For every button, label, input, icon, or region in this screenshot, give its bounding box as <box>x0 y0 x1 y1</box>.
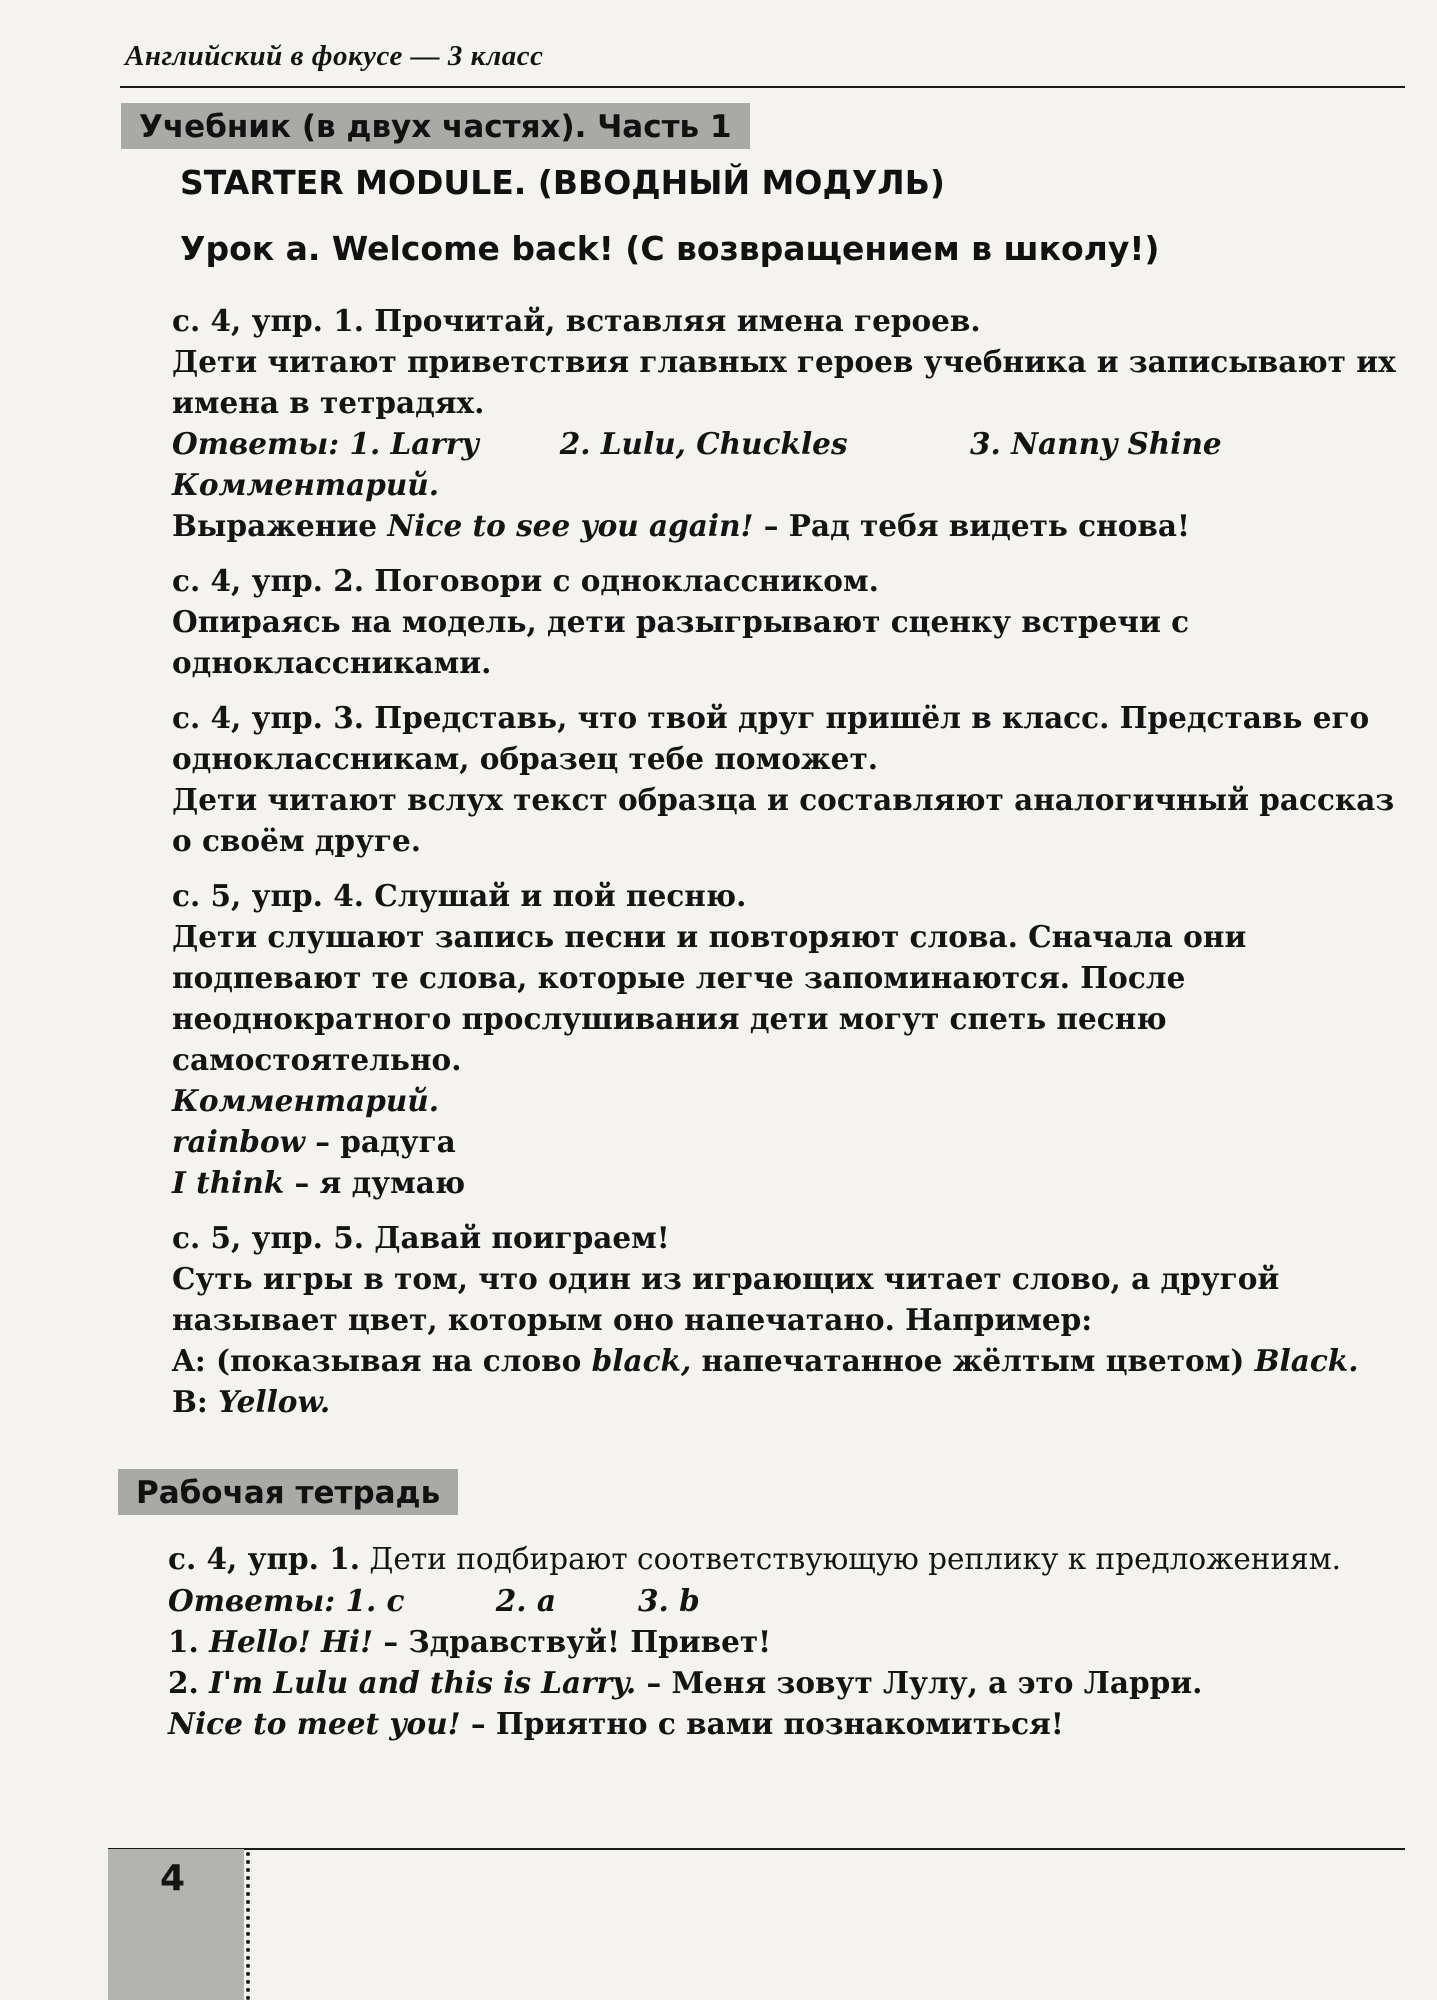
exercise-heading: с. 4, упр. 3. Представь, что твой друг пришёл в класс. Представь его одноклассникам, образец тебе поможет. <box>172 700 1370 776</box>
exercise-text: Опираясь на модель, дети разыгрывают сценку встречи с одноклассниками. <box>172 604 1190 680</box>
phrase-number: 2. <box>168 1665 210 1700</box>
exercise-text: Дети читают приветствия главных героев учебника и записывают их имена в тетрадях. <box>172 344 1396 420</box>
lesson-title: Урок a. Welcome back! (С возвращением в школу!) <box>180 229 1160 268</box>
running-head: Английский в фокусе — 3 класс <box>125 40 544 72</box>
section-band-textbook: Учебник (в двух частях). Часть 1 <box>121 103 750 149</box>
dialog-line-b <box>172 1381 1402 1422</box>
phrase-line <box>168 1621 1398 1662</box>
dialog-line-a <box>172 1340 1402 1381</box>
exercise-text: Дети подбирают соответствующую реплику к предложениям. <box>360 1542 1342 1576</box>
comment-label: Комментарий. <box>172 467 439 502</box>
answer: 1. Larry <box>349 426 479 461</box>
answer: 3. b <box>638 1583 700 1618</box>
page-number: 4 <box>160 1858 186 1899</box>
exercise-heading: с. 4, упр. 1. Прочитай, вставляя имена героев. <box>172 303 981 338</box>
vocab-russian: – радуга <box>305 1124 456 1159</box>
exercise-heading: с. 5, упр. 4. Слушай и пой песню. <box>172 878 747 913</box>
exercise-text: Дети слушают запись песни и повторяют слова. Сначала они подпевают те слова, которые легче запоминаются. После неоднократного прослушивания дети могут спеть песню самостоятельно. <box>172 919 1247 1077</box>
phrase-english: I'm Lulu and this is Larry. <box>209 1665 637 1700</box>
vocab-english: I think <box>172 1165 285 1200</box>
header-rule <box>120 86 1405 88</box>
phrase-russian: – Приятно с вами познакомиться! <box>460 1706 1064 1741</box>
answer: 2. Lulu, Chuckles <box>559 426 848 461</box>
answer: 2. a <box>495 1583 556 1618</box>
dialog-english: Yellow. <box>218 1384 331 1419</box>
dotted-divider <box>246 1852 250 2000</box>
expression-prefix: Выражение <box>172 508 388 543</box>
module-title: STARTER MODULE. (ВВОДНЫЙ МОДУЛЬ) <box>180 163 945 202</box>
exercise-text: Суть игры в том, что один из играющих читает слово, а другой называет цвет, которым оно напечатано. Например: <box>172 1261 1280 1337</box>
expression-line <box>172 505 1402 546</box>
vocab-russian: – я думаю <box>284 1165 466 1200</box>
answers-line <box>168 1580 1398 1621</box>
comment-label: Комментарий. <box>172 1083 439 1118</box>
dialog-text: A: (показывая на слово <box>172 1343 592 1378</box>
vocab-line <box>172 1121 1402 1162</box>
expression-translation: – Рад тебя видеть снова! <box>753 508 1190 543</box>
phrase-russian: – Меня зовут Лулу, а это Ларри. <box>636 1665 1203 1700</box>
dialog-text: B: <box>172 1384 219 1419</box>
phrase-line <box>168 1662 1398 1703</box>
phrase-russian: – Здравствуй! Привет! <box>373 1624 772 1659</box>
exercise-text: Дети читают вслух текст образца и составляют аналогичный рассказ о своём друге. <box>172 782 1395 858</box>
workbook-exercises <box>168 1538 1398 1744</box>
footer-rule <box>108 1848 1405 1850</box>
phrase-english: Hello! Hi! <box>209 1624 374 1659</box>
workbook-exercise <box>168 1538 1398 1580</box>
answers-label: Ответы: <box>172 426 340 461</box>
dialog-english: black, <box>591 1343 692 1378</box>
dialog-english: Black. <box>1254 1343 1359 1378</box>
answer: 3. Nanny Shine <box>970 426 1222 461</box>
section-band-workbook: Рабочая тетрадь <box>118 1469 458 1515</box>
exercise-heading: с. 4, упр. 2. Поговори с одноклассником. <box>172 563 879 598</box>
phrase-number: 1. <box>168 1624 210 1659</box>
phrase-english: Nice to meet you! <box>168 1706 461 1741</box>
exercise-heading: с. 4, упр. 1. <box>168 1541 361 1576</box>
textbook-exercises <box>172 300 1402 1422</box>
vocab-english: rainbow <box>172 1124 306 1159</box>
answer: 1. c <box>345 1583 405 1618</box>
answers-line <box>172 423 1402 464</box>
exercise-heading: с. 5, упр. 5. Давай поиграем! <box>172 1220 670 1255</box>
phrase-line <box>168 1703 1398 1744</box>
expression-english: Nice to see you again! <box>387 508 754 543</box>
answers-label: Ответы: <box>168 1583 336 1618</box>
dialog-text: напечатанное жёлтым цветом) <box>691 1343 1255 1378</box>
vocab-line <box>172 1162 1402 1203</box>
